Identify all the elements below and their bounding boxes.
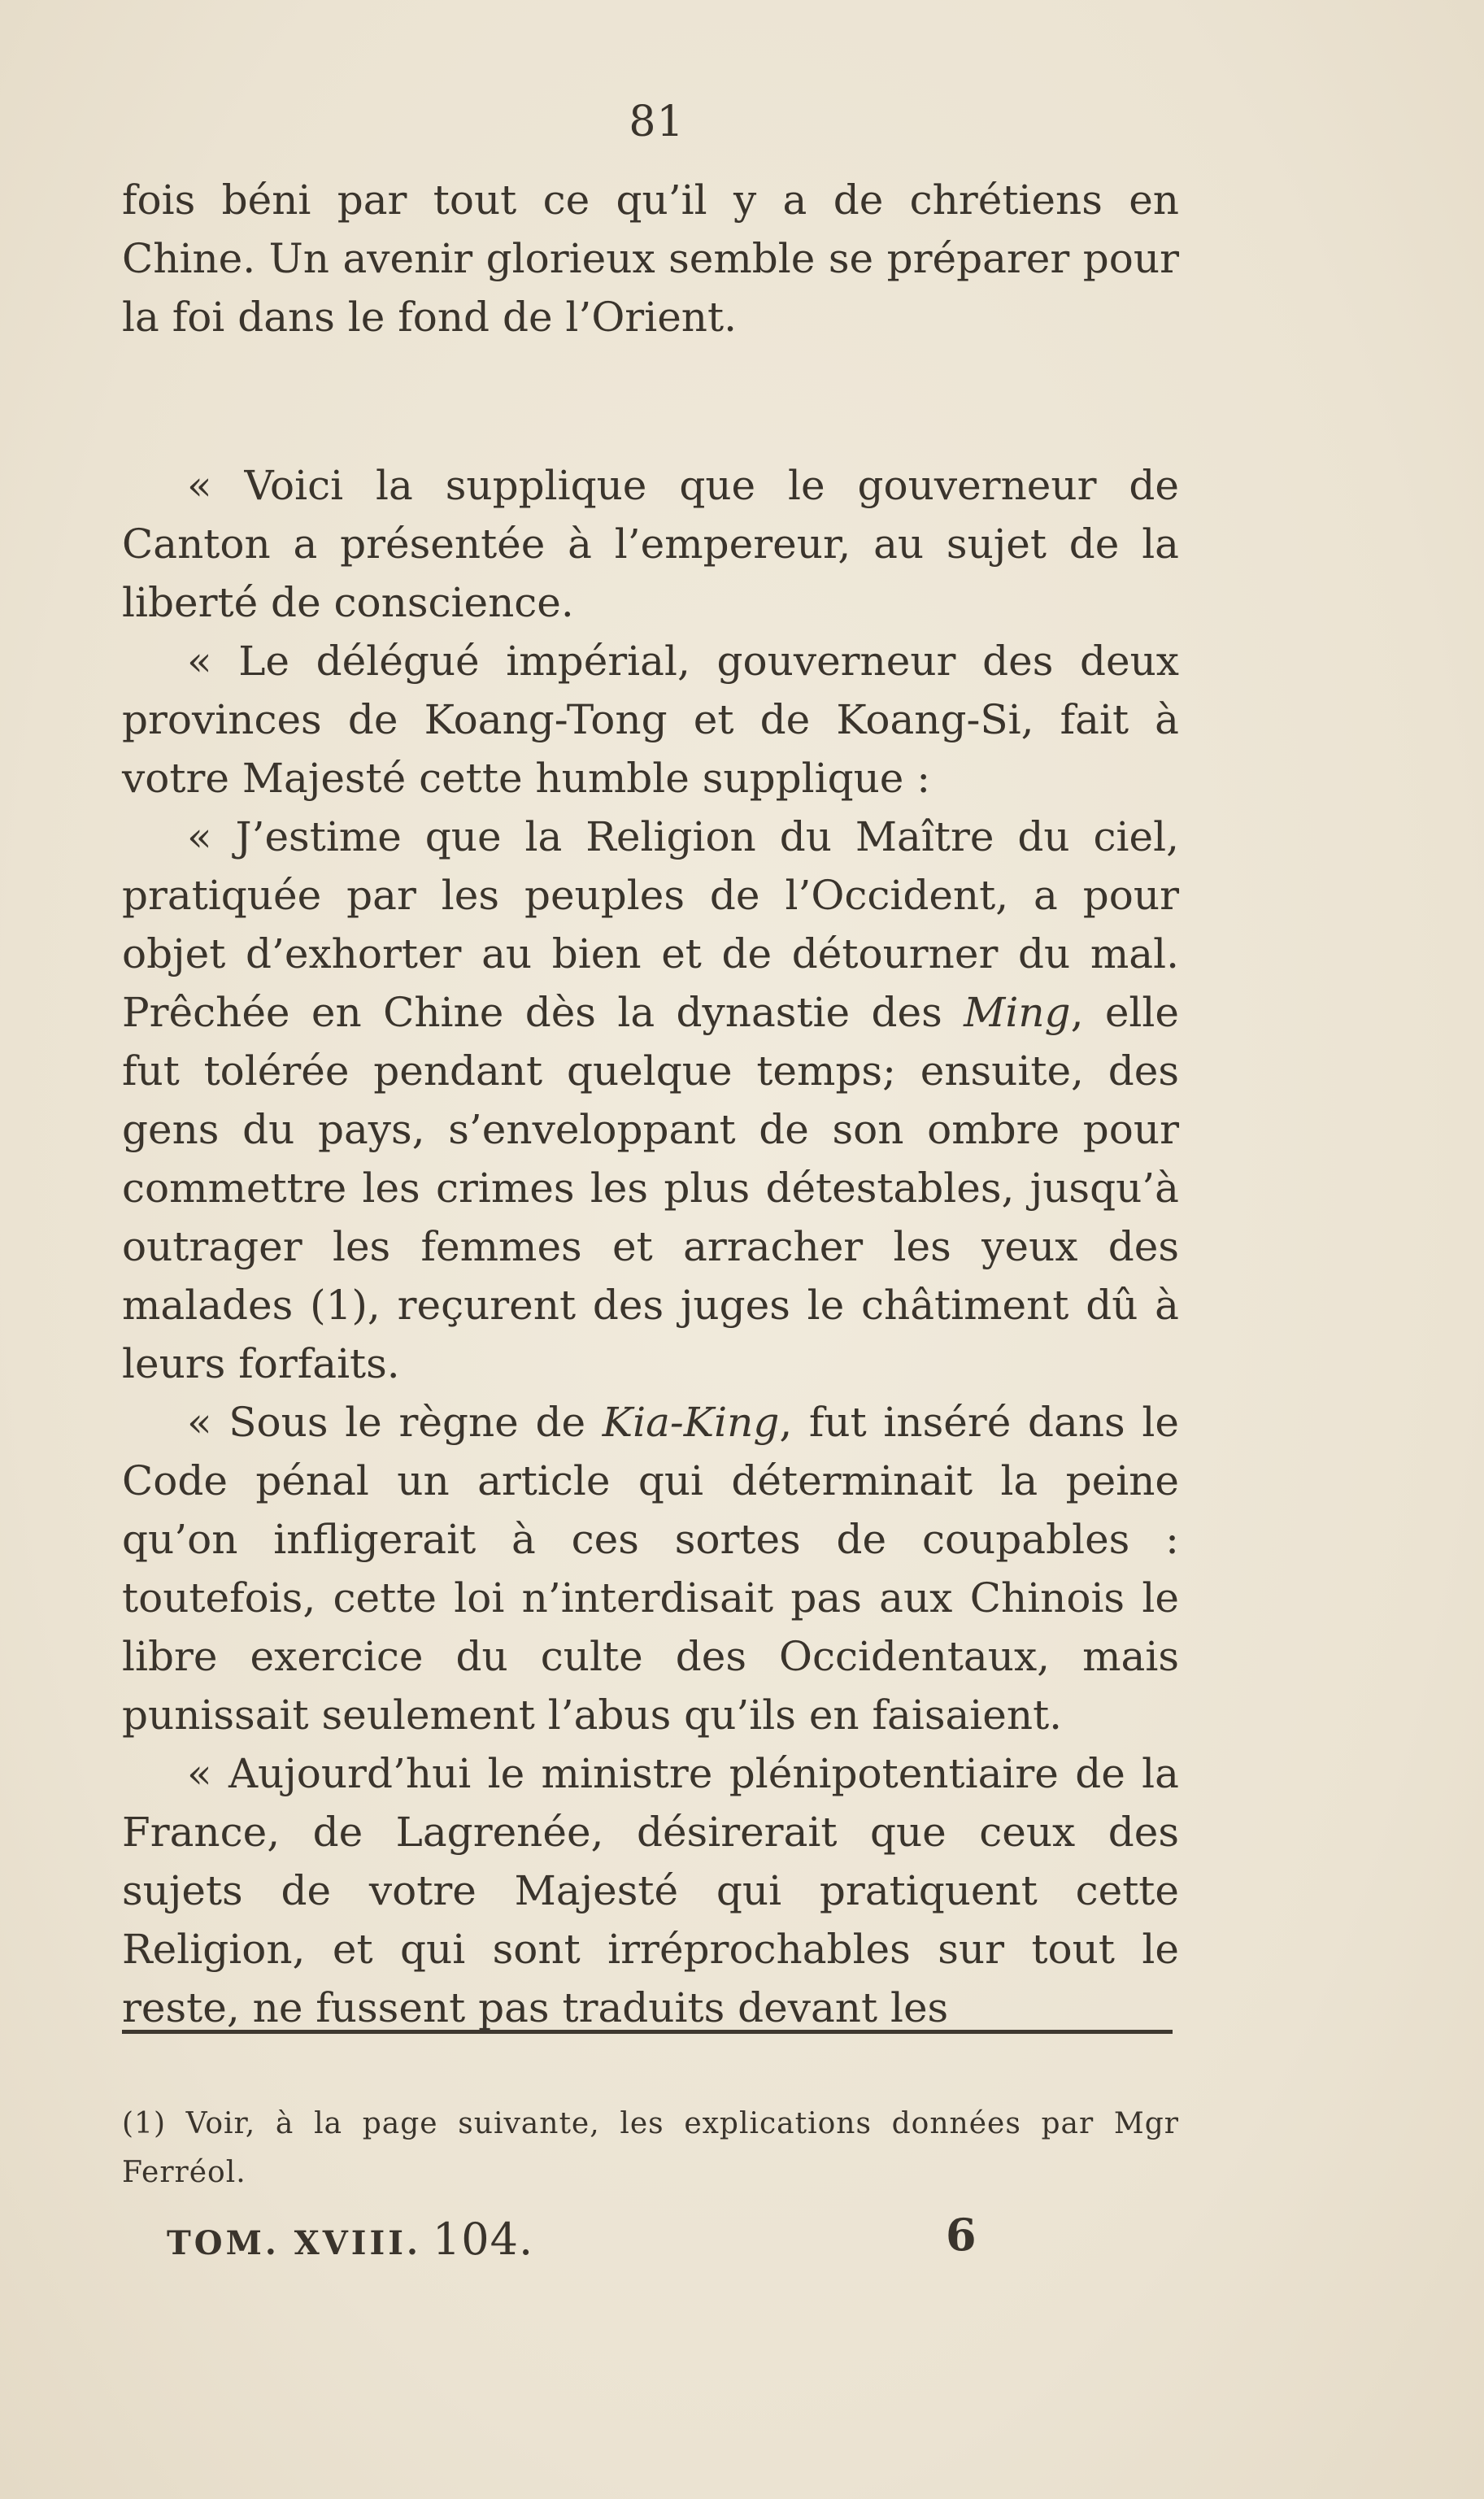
paragraph-code-text-b: , fut inséré dans le Code pénal un article qui déterminait la peine qu’on infligerait à ces sortes de coupables : toutefois, cette loi n’interdisait pas aux Chinois le libre exercice du culte des Occidentaux, mais punissait seulement l’abus qu’ils en faisaient. xyxy=(122,1399,1179,1739)
paragraph-lagrenee: « Aujourd’hui le ministre plénipotentiaire de la France, de Lagrenée, désirerait que ceux des sujets de votre Majesté qui pratiquent cette Religion, et qui sont irréprochables sur tout le reste, ne fussent pas traduits devant les xyxy=(122,1750,1179,2031)
paragraph-code-penal xyxy=(122,1393,1179,1744)
paragraph-religion-text-b: , elle fut tolérée pendant quelque temps; ensuite, des gens du pays, s’enveloppant de son ombre pour commettre les crimes les plus détestables, jusqu’à outrager les femmes et arracher les yeux des malades (1), reçurent des juges le châtiment dû à leurs forfaits. xyxy=(122,989,1180,1387)
paragraph-continuation: fois béni par tout ce qu’il y a de chrétiens en Chine. Un avenir glorieux semble se préparer pour la foi dans le fond de l’Orient. xyxy=(122,176,1179,341)
signature-issue: 104. xyxy=(432,2214,534,2265)
paragraph-code-text-a: « Sous le règne de xyxy=(187,1399,603,1446)
signature-mark: 6 xyxy=(946,2209,977,2261)
paragraph-gap xyxy=(122,346,1179,456)
page-number: 81 xyxy=(629,98,685,146)
paragraph-religion-text-a: « J’estime que la Religion du Maître du ciel, pratiquée par les peuples de l’Occident, a pour objet d’exhorter au bien et de détourner du mal. Prêchée en Chine dès la dynastie des xyxy=(122,813,1179,1036)
dynasty-name: Ming xyxy=(964,989,1071,1036)
footnote: (1) Voir, à la page suivante, les explications données par Mgr Ferréol. xyxy=(122,2107,1179,2189)
reign-name: Kia-King xyxy=(602,1399,780,1446)
paragraph-religion xyxy=(122,808,1179,1393)
footnote-rule xyxy=(122,2030,1173,2034)
paragraph-supplique-intro: « Voici la supplique que le gouverneur de Canton a présentée à l’empereur, au sujet de la liberté de conscience. xyxy=(122,462,1179,626)
body-text xyxy=(122,171,1179,2037)
paragraph-delegue: « Le délégué impérial, gouverneur des deux provinces de Koang-Tong et de Koang-Si, fait à votre Majesté cette humble supplique : xyxy=(122,638,1179,802)
printer-signature xyxy=(167,2214,533,2265)
signature-volume: TOM. XVIII. xyxy=(167,2224,421,2262)
